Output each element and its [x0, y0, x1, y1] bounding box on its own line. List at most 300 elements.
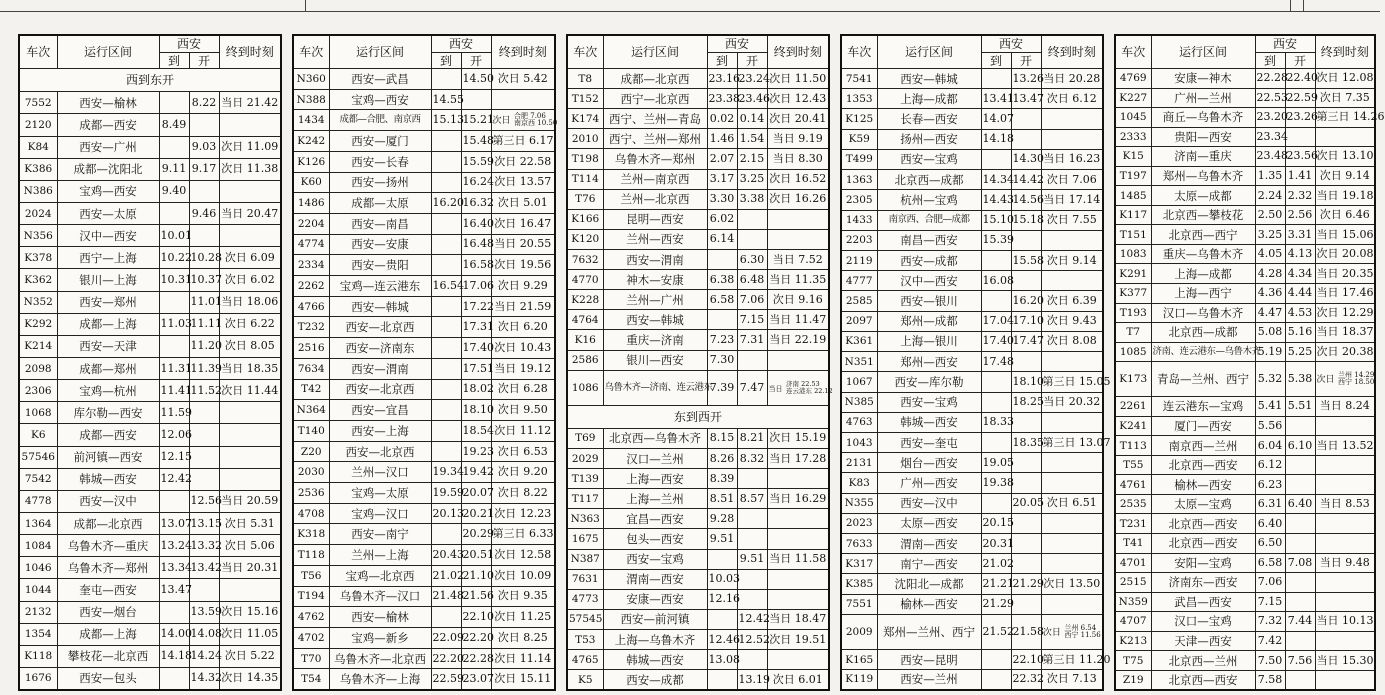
arrive-time-cell: 22.28	[1255, 69, 1285, 89]
depart-time-cell	[1011, 129, 1041, 149]
train-number-cell: K378	[19, 247, 57, 269]
arrive-time-cell: 21.52	[981, 614, 1011, 649]
depart-time-cell: 1.54	[737, 129, 767, 149]
final-time-cell	[1315, 127, 1375, 147]
arrive-time-cell: 8.51	[707, 489, 737, 509]
arrive-time-cell: 21.02	[431, 565, 461, 586]
route-cell: 连云港东—宝鸡	[1151, 397, 1255, 417]
final-time-cell: 当日 19.18	[1315, 186, 1375, 206]
train-number-cell: 4774	[293, 234, 329, 255]
note-line-1: 兰州 14.29	[1338, 371, 1375, 380]
table-row	[1115, 69, 1375, 89]
table-row	[567, 209, 829, 229]
depart-time-cell	[1011, 513, 1041, 533]
note-line-2: 西宁 11.56	[1064, 630, 1101, 639]
route-cell: 上海—乌鲁木齐	[603, 630, 707, 650]
arrive-time-cell	[159, 601, 189, 623]
note-line-1: 合肥 7.06	[514, 112, 546, 121]
table-row	[1115, 612, 1375, 632]
arrive-time-cell: 11.59	[159, 402, 189, 424]
table-row	[293, 669, 555, 690]
col-header-depart: 开	[189, 53, 219, 69]
final-time-cell: 次日 15.16	[219, 601, 281, 623]
table-row	[567, 290, 829, 310]
route-cell: 武昌—西安	[1151, 592, 1255, 612]
depart-time-cell: 5.16	[1285, 323, 1315, 343]
arrive-time-cell: 10.01	[159, 225, 189, 247]
train-number-cell: T197	[1115, 166, 1151, 186]
train-number-cell: 1044	[19, 579, 57, 601]
depart-time-cell: 16.32	[461, 193, 491, 214]
route-cell: 西安—扬州	[329, 172, 431, 193]
depart-time-cell: 21.56	[461, 586, 491, 607]
train-number-cell: N356	[19, 225, 57, 247]
table-row	[1115, 303, 1375, 323]
final-time-cell: 第三日 13.07	[1041, 432, 1103, 452]
arrive-time-cell	[981, 493, 1011, 513]
final-time-cell: 次日 7.55	[1041, 210, 1103, 230]
table-row	[19, 645, 281, 667]
arrive-time-cell: 13.24	[159, 535, 189, 557]
route-cell: 北京西—攀枝花	[1151, 205, 1255, 225]
arrive-time-cell: 6.14	[707, 229, 737, 249]
depart-time-cell: 17.22	[461, 296, 491, 317]
final-time-cell: 次日 13.57	[491, 172, 555, 193]
route-cell: 前河镇—西安	[57, 446, 159, 468]
table-row	[841, 69, 1103, 89]
depart-time-cell	[1011, 230, 1041, 250]
arrive-time-cell: 2.50	[1255, 205, 1285, 225]
train-number-cell: K126	[293, 151, 329, 172]
table-row	[567, 469, 829, 489]
depart-time-cell: 7.47	[737, 370, 767, 405]
train-number-cell: 4778	[19, 490, 57, 512]
final-time-cell: 当日 20.35	[1315, 264, 1375, 284]
table-row	[1115, 455, 1375, 475]
depart-time-cell: 11.39	[189, 357, 219, 379]
col-header-depart: 开	[1011, 53, 1041, 69]
route-cell: 乌鲁木齐—济南、连云港东	[603, 370, 707, 405]
train-number-cell: 2203	[841, 230, 877, 250]
table-row	[293, 296, 555, 317]
train-number-cell: N385	[841, 392, 877, 412]
final-time-cell: 次日 5.06	[219, 535, 281, 557]
route-cell: 韩城—西安	[603, 650, 707, 670]
arrive-time-cell: 23.34	[1255, 127, 1285, 147]
arrive-time-cell	[159, 136, 189, 158]
final-time-cell: 当日 9.48	[1315, 553, 1375, 573]
arrive-time-cell: 17.48	[981, 352, 1011, 372]
route-cell: 西安—昆明	[877, 649, 981, 669]
arrive-time-cell: 13.07	[159, 512, 189, 534]
arrive-time-cell: 14.18	[159, 645, 189, 667]
train-number-cell: 7551	[841, 594, 877, 614]
depart-time-cell	[1285, 475, 1315, 495]
arrive-time-cell: 9.11	[159, 158, 189, 180]
arrive-time-cell	[981, 291, 1011, 311]
final-time-cell	[1041, 513, 1103, 533]
final-time-cell: 当日 8.53	[1315, 494, 1375, 514]
arrive-time-cell	[431, 255, 461, 276]
final-time-cell	[1315, 592, 1375, 612]
final-time-cell: 次日 5.01	[491, 193, 555, 214]
final-time-cell	[1041, 614, 1103, 649]
route-cell: 成都—郑州	[57, 357, 159, 379]
final-time-cell: 次日 8.08	[1041, 331, 1103, 351]
arrive-time-cell: 3.30	[707, 189, 737, 209]
section-title: 西到东开	[19, 69, 281, 92]
train-number-cell: 4773	[567, 589, 603, 609]
arrive-time-cell	[431, 213, 461, 234]
final-time-cell	[1315, 631, 1375, 651]
arrive-time-cell: 13.47	[159, 579, 189, 601]
final-time-cell: 当日 15.30	[1315, 651, 1375, 671]
final-time-cell: 次日 6.01	[767, 670, 829, 690]
depart-time-cell: 7.08	[1285, 553, 1315, 573]
col-header-final-time: 终到时刻	[491, 35, 555, 69]
depart-time-cell: 22.10	[1011, 649, 1041, 669]
depart-time-cell	[189, 424, 219, 446]
depart-time-cell	[737, 209, 767, 229]
depart-time-cell: 23.24	[737, 69, 767, 89]
route-cell: 太原—成都	[1151, 186, 1255, 206]
train-number-cell: T70	[293, 648, 329, 669]
table-row	[1115, 264, 1375, 284]
route-cell: 北京西—西安	[1151, 455, 1255, 475]
depart-time-cell: 6.30	[737, 249, 767, 269]
depart-time-cell	[189, 402, 219, 424]
route-cell: 宜昌—西安	[603, 509, 707, 529]
arrive-time-cell: 13.34	[159, 557, 189, 579]
depart-time-cell	[737, 229, 767, 249]
table-row	[567, 330, 829, 350]
depart-time-cell: 8.32	[737, 449, 767, 469]
arrive-time-cell: 7.23	[707, 330, 737, 350]
route-cell: 宝鸡—太原	[329, 483, 431, 504]
table-row	[293, 338, 555, 359]
route-cell: 南京西、合肥—成都	[877, 210, 981, 230]
arrive-time-cell: 8.26	[707, 449, 737, 469]
table-row	[293, 379, 555, 400]
train-number-cell: 2262	[293, 276, 329, 297]
top-rule-line	[0, 11, 1380, 12]
arrive-time-cell: 13.41	[981, 89, 1011, 109]
route-cell: 乌鲁木齐—郑州	[603, 149, 707, 169]
table-row	[567, 89, 829, 109]
final-time-cell: 次日 16.26	[767, 189, 829, 209]
arrive-time-cell	[981, 250, 1011, 270]
final-time-cell	[1315, 416, 1375, 436]
table-row	[19, 357, 281, 379]
train-number-cell: K317	[841, 554, 877, 574]
table-row	[841, 149, 1103, 169]
train-number-cell: 2306	[19, 380, 57, 402]
final-time-note	[1338, 372, 1374, 386]
depart-time-cell: 13.26	[1011, 69, 1041, 89]
depart-time-cell: 9.17	[189, 158, 219, 180]
route-cell: 兰州—汉口	[329, 462, 431, 483]
arrive-time-cell: 19.05	[981, 453, 1011, 473]
final-time-cell	[1315, 455, 1375, 475]
depart-time-cell: 22.59	[1285, 88, 1315, 108]
train-number-cell: T42	[293, 379, 329, 400]
train-number-cell: 1086	[567, 370, 603, 405]
depart-time-cell: 7.56	[1285, 651, 1315, 671]
final-time-cell: 当日 21.59	[491, 296, 555, 317]
route-cell: 青岛—兰州、西宁	[1151, 362, 1255, 397]
route-cell: 西安—前河镇	[603, 609, 707, 629]
table-row	[1115, 284, 1375, 304]
arrive-time-cell: 7.30	[707, 350, 737, 370]
arrive-time-cell: 10.22	[159, 247, 189, 269]
train-number-cell: 2261	[1115, 397, 1151, 417]
table-row	[567, 169, 829, 189]
final-time-cell: 次日 6.51	[1041, 493, 1103, 513]
table-row	[19, 180, 281, 202]
final-time-cell	[1315, 573, 1375, 593]
depart-time-cell	[737, 529, 767, 549]
arrive-time-cell: 17.40	[981, 331, 1011, 351]
final-time-cell: 次日 5.42	[491, 69, 555, 90]
train-number-cell: 4707	[1115, 612, 1151, 632]
depart-time-cell: 13.32	[189, 535, 219, 557]
final-time-cell	[767, 569, 829, 589]
arrive-time-cell	[431, 441, 461, 462]
train-number-cell: 2119	[841, 250, 877, 270]
table-row	[1115, 553, 1375, 573]
final-time-cell	[219, 180, 281, 202]
train-number-cell: 2131	[841, 453, 877, 473]
route-cell: 南京西—兰州	[1151, 436, 1255, 456]
depart-time-cell: 23.46	[737, 89, 767, 109]
arrive-time-cell	[707, 670, 737, 690]
arrive-time-cell	[431, 151, 461, 172]
depart-time-cell	[1011, 271, 1041, 291]
train-number-cell: K241	[1115, 416, 1151, 436]
arrive-time-cell	[431, 172, 461, 193]
route-cell: 南宁—西安	[877, 554, 981, 574]
route-cell: 西安—银川	[877, 291, 981, 311]
arrive-time-cell	[707, 549, 737, 569]
depart-time-cell: 21.10	[461, 565, 491, 586]
depart-time-cell	[737, 509, 767, 529]
train-number-cell: T193	[1115, 303, 1151, 323]
train-number-cell: 2120	[19, 114, 57, 136]
arrive-time-cell: 5.19	[1255, 342, 1285, 362]
route-cell: 太原—西安	[877, 513, 981, 533]
depart-time-cell: 6.10	[1285, 436, 1315, 456]
route-cell: 成都—西安	[57, 114, 159, 136]
final-time-cell: 当日 20.31	[219, 557, 281, 579]
route-cell: 西安—南昌	[329, 213, 431, 234]
table-row	[19, 203, 281, 225]
arrive-time-cell: 9.40	[159, 180, 189, 202]
final-time-cell: 次日 15.11	[491, 669, 555, 690]
depart-time-cell: 9.51	[737, 549, 767, 569]
route-cell: 西宁—上海	[57, 247, 159, 269]
arrive-time-cell: 21.48	[431, 586, 461, 607]
route-cell: 成都—西安	[57, 424, 159, 446]
arrive-time-cell	[431, 234, 461, 255]
final-time-cell: 当日 21.42	[219, 92, 281, 114]
col-header-final-time: 终到时刻	[767, 35, 829, 69]
route-cell: 西安—兰州	[877, 670, 981, 690]
table-row	[293, 648, 555, 669]
train-number-cell: T151	[1115, 225, 1151, 245]
final-time-cell: 次日 19.56	[491, 255, 555, 276]
train-number-cell: 1085	[1115, 342, 1151, 362]
train-number-cell: 4763	[841, 412, 877, 432]
table-row	[1115, 323, 1375, 343]
route-cell: 长春—西安	[877, 109, 981, 129]
train-number-cell: K228	[567, 290, 603, 310]
route-cell: 郑州—西安	[877, 352, 981, 372]
table-row	[841, 594, 1103, 614]
depart-time-cell: 8.22	[189, 92, 219, 114]
final-time-cell	[1041, 594, 1103, 614]
final-time-cell: 当日 15.06	[1315, 225, 1375, 245]
table-row	[567, 509, 829, 529]
depart-time-cell: 17.47	[1011, 331, 1041, 351]
train-number-cell: N364	[293, 400, 329, 421]
route-cell: 韩城—西安	[57, 468, 159, 490]
depart-time-cell	[737, 589, 767, 609]
arrive-time-cell	[431, 420, 461, 441]
route-cell: 乌鲁木齐—上海	[329, 669, 431, 690]
arrive-time-cell: 6.23	[1255, 475, 1285, 495]
table-row	[293, 110, 555, 131]
arrive-time-cell: 16.08	[981, 271, 1011, 291]
route-cell: 兰州—南京西	[603, 169, 707, 189]
depart-time-cell	[1285, 592, 1315, 612]
table-row	[567, 449, 829, 469]
depart-time-cell: 11.20	[189, 335, 219, 357]
table-row	[19, 269, 281, 291]
final-time-cell: 次日 9.43	[1041, 311, 1103, 331]
arrive-time-cell: 4.28	[1255, 264, 1285, 284]
table-row	[841, 331, 1103, 351]
final-time-cell: 当日 8.24	[1315, 397, 1375, 417]
final-time-cell: 次日 11.09	[219, 136, 281, 158]
depart-time-cell: 12.42	[737, 609, 767, 629]
train-number-cell: K173	[1115, 362, 1151, 397]
col-header-final-time: 终到时刻	[1315, 35, 1375, 69]
route-cell: 天津—西安	[1151, 631, 1255, 651]
train-number-cell: Z20	[293, 441, 329, 462]
depart-time-cell: 21.29	[1011, 574, 1041, 594]
route-cell: 攀枝花—北京西	[57, 645, 159, 667]
train-number-cell: 7552	[19, 92, 57, 114]
final-time-cell: 第三日 14.26	[1315, 108, 1375, 128]
arrive-time-cell: 10.03	[707, 569, 737, 589]
train-number-cell: K385	[841, 574, 877, 594]
table-row	[19, 380, 281, 402]
timetable-block-5	[1114, 34, 1385, 691]
route-cell: 上海—银川	[877, 331, 981, 351]
final-time-cell: 当日 11.35	[767, 270, 829, 290]
top-rule-tick	[1290, 0, 1291, 11]
table-row	[1115, 147, 1375, 167]
arrive-time-cell	[981, 392, 1011, 412]
final-time-cell: 次日 7.35	[1315, 88, 1375, 108]
final-time-cell	[767, 529, 829, 549]
final-time-cell	[1041, 534, 1103, 554]
arrive-time-cell: 21.02	[981, 554, 1011, 574]
final-time-cell	[219, 114, 281, 136]
table-row	[567, 249, 829, 269]
train-number-cell: 7542	[19, 468, 57, 490]
final-time-cell: 当日 18.06	[219, 291, 281, 313]
final-time-cell: 次日 8.25	[491, 627, 555, 648]
arrive-time-cell: 22.20	[431, 648, 461, 669]
train-number-cell: K119	[841, 670, 877, 690]
train-number-cell: K6	[19, 424, 57, 446]
route-cell: 宝鸡—北京西	[329, 565, 431, 586]
train-number-cell: K118	[19, 645, 57, 667]
arrive-time-cell: 7.42	[1255, 631, 1285, 651]
final-time-cell: 当日 20.59	[219, 490, 281, 512]
depart-time-cell: 23.07	[461, 669, 491, 690]
depart-time-cell: 13.42	[189, 557, 219, 579]
table-row	[293, 441, 555, 462]
arrive-time-cell: 17.04	[981, 311, 1011, 331]
train-number-cell: 1084	[19, 535, 57, 557]
final-time-cell: 当日 7.52	[767, 249, 829, 269]
final-time-cell: 次日 16.47	[491, 213, 555, 234]
train-number-cell: 4766	[293, 296, 329, 317]
train-number-cell: 1043	[841, 432, 877, 452]
table-row	[567, 630, 829, 650]
table-row	[567, 609, 829, 629]
depart-time-cell: 8.21	[737, 428, 767, 448]
arrive-time-cell: 23.20	[1255, 108, 1285, 128]
route-cell: 西安—天津	[57, 335, 159, 357]
final-time-cell	[1041, 352, 1103, 372]
col-header-train-no: 车次	[293, 35, 329, 69]
route-cell: 西宁、兰州—郑州	[603, 129, 707, 149]
arrive-time-cell: 13.08	[707, 650, 737, 670]
depart-time-cell: 11.11	[189, 313, 219, 335]
table-row	[293, 545, 555, 566]
final-time-cell: 当日 22.19	[767, 330, 829, 350]
final-time-cell: 当日 17.46	[1315, 284, 1375, 304]
route-cell: 西安—渭南	[603, 249, 707, 269]
arrive-time-cell	[431, 296, 461, 317]
arrive-time-cell: 2.07	[707, 149, 737, 169]
table-row	[19, 579, 281, 601]
train-number-cell: T69	[567, 428, 603, 448]
route-cell: 西安—包头	[57, 667, 159, 689]
depart-time-cell: 14.42	[1011, 170, 1041, 190]
table-row	[293, 400, 555, 421]
final-time-cell: 次日 22.58	[491, 151, 555, 172]
arrive-time-cell	[707, 609, 737, 629]
table-row	[567, 428, 829, 448]
table-row	[293, 276, 555, 297]
route-cell: 北京西—西安	[1151, 534, 1255, 554]
final-time-cell	[1041, 129, 1103, 149]
train-number-cell: 1676	[19, 667, 57, 689]
depart-time-cell	[189, 468, 219, 490]
train-number-cell: 4777	[841, 271, 877, 291]
route-cell: 贵阳—西安	[1151, 127, 1255, 147]
route-cell: 兰州—广州	[603, 290, 707, 310]
depart-time-cell: 2.32	[1285, 186, 1315, 206]
table-row	[19, 136, 281, 158]
depart-time-cell: 15.48	[461, 131, 491, 152]
route-cell: 成都—北京西	[57, 512, 159, 534]
col-header-station: 西安	[1255, 35, 1315, 53]
